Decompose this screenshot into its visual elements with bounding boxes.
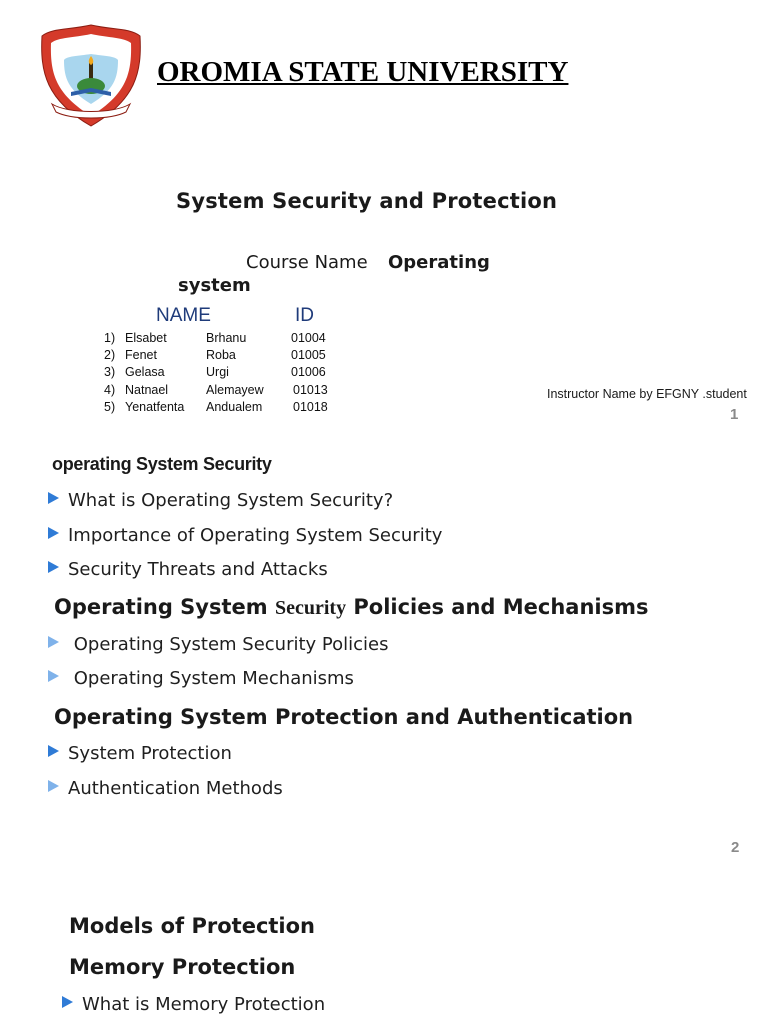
bullet-arrow-icon: [48, 561, 59, 573]
bullet-arrow-icon: [48, 745, 59, 757]
bullet-arrow-icon: [62, 996, 73, 1008]
course-name-value: Operating: [388, 252, 490, 273]
list-item: [100, 365, 340, 382]
university-logo: [38, 22, 144, 130]
section-heading-memory: Memory Protection: [69, 955, 296, 979]
member-id: 01004: [291, 331, 326, 345]
member-id: 01006: [291, 365, 326, 380]
members-name-header: NAME: [156, 305, 211, 326]
bullet-arrow-icon: [48, 780, 59, 792]
member-first-name: Natnael: [125, 382, 169, 397]
list-item: [100, 383, 340, 400]
bullet-arrow-icon: [48, 527, 59, 539]
member-first-name: Gelasa: [125, 365, 165, 380]
page-number: 1: [730, 406, 739, 423]
member-number: 4): [104, 382, 116, 397]
section-heading-models: Models of Protection: [69, 914, 316, 938]
bullet-arrow-icon: [48, 492, 59, 504]
course-name-value-cont: system: [178, 275, 251, 296]
section-heading-policies: Operating System Security Policies and Mechanisms: [54, 595, 649, 619]
member-first-name: Elsabet: [125, 331, 167, 345]
page-number: 2: [731, 839, 740, 856]
member-last-name: Roba: [206, 348, 236, 363]
bullet-arrow-icon: [48, 636, 59, 648]
section-heading-os-security: operating System Security: [52, 454, 272, 474]
list-item: [100, 400, 340, 417]
member-number: 1): [104, 331, 116, 345]
member-id: 01005: [291, 348, 326, 363]
member-number: 5): [104, 399, 116, 414]
bullet-arrow-icon: [48, 670, 59, 682]
university-seal-icon: [38, 22, 144, 130]
section-heading-protection: Operating System Protection and Authentication: [54, 705, 634, 729]
member-id: 01013: [293, 382, 328, 397]
member-last-name: Urgi: [206, 365, 229, 380]
members-id-header: ID: [295, 305, 314, 326]
member-last-name: Brhanu: [206, 331, 247, 345]
member-id: 01018: [293, 399, 328, 414]
member-last-name: Alemayew: [206, 382, 264, 397]
member-number: 3): [104, 365, 116, 380]
document-title: System Security and Protection: [176, 189, 558, 213]
member-first-name: Yenatfenta: [125, 399, 185, 414]
university-title: OROMIA STATE UNIVERSITY: [157, 56, 569, 88]
member-first-name: Fenet: [125, 348, 157, 363]
list-item: [100, 331, 340, 348]
member-last-name: Andualem: [206, 399, 263, 414]
members-list: [100, 331, 340, 417]
list-item: [100, 348, 340, 365]
member-number: 2): [104, 348, 116, 363]
instructor-name: Instructor Name by EFGNY .student: [547, 387, 747, 401]
course-name-label: Course Name: [246, 252, 368, 273]
